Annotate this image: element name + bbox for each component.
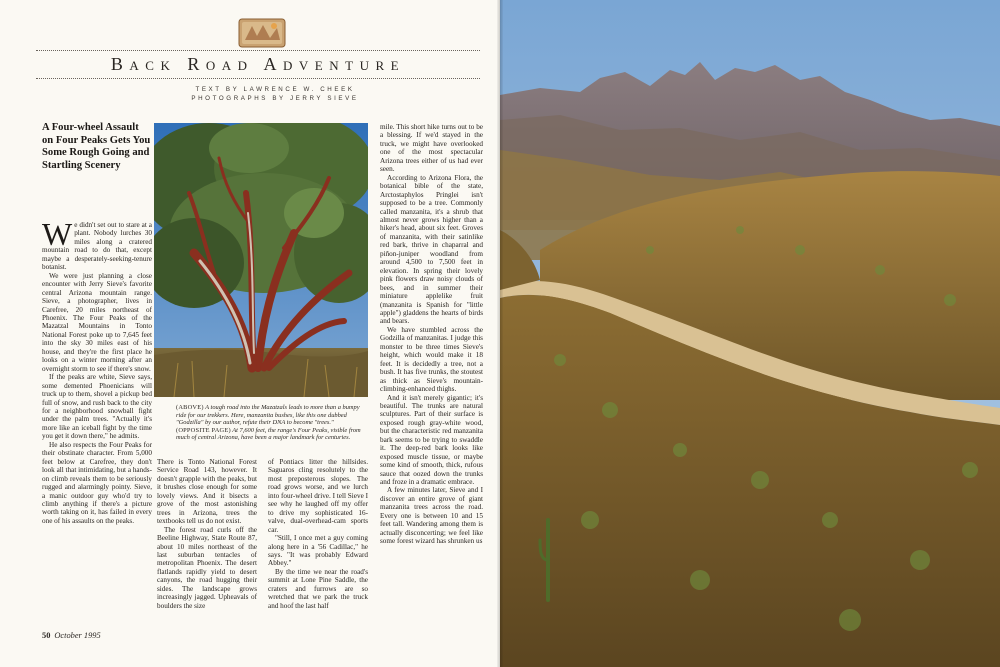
- article-column-1: [42, 216, 152, 525]
- paragraph: He also respects the Four Peaks for their obstinate character. From 5,000 feet below at Carefree, they don't look all that intimidating, but a hands-on climb reveals them to be seriously rugged and alarmingly pointy. Sieve, a manic outdoor guy who'd try to climb anything if there's a picture worth taking on it, has failed in every one of his assaults on the peaks.: [42, 440, 152, 525]
- drop-cap: W: [42, 216, 73, 252]
- paragraph: mile. This short hike turns out to be a blessing. If we'd stayed in the truck, we might have overlooked one of the most spectacular Arizona trees either of us had ever seen.: [380, 123, 483, 174]
- title-rule: [36, 78, 480, 79]
- paragraph: If the peaks are white, Sieve says, some demented Phoenicians will truck up to them, shovel a pickup bed full of snow, and rush back to the city for a neighborhood snowball fight under the palm trees. "Actually it's more like an iceball fight by the time you get it down there," he admits.: [42, 373, 152, 441]
- caption-above-text: A tough road into the Mazatzals leads to more than a bumpy ride for our trekkers. Here, manzanita bushes, like this one dubbed "Godzilla" by our author, refute their DNA to become "trees.": [176, 404, 360, 427]
- page-number: 50: [42, 631, 51, 640]
- page-gutter: [497, 0, 503, 667]
- paragraph: of Pontiacs litter the hillsides. Saguaros cling resolutely to the most preposterous slopes. The road grows worse, and we lurch into four-wheel drive. I tell Sieve I see why he laughed off my offer to drive my sophisticated 16-valve, dual-overhead-cam sports car.: [268, 458, 368, 534]
- paragraph: The forest road curls off the Beeline Highway, State Route 87, about 10 miles northeast of the last suburban tentacles of metropolitan Phoenix. The desert flatlands rapidly yield to desert canyons, the road hugging their sides. The landscape grows increasingly jagged. Upheavals of boulders the size: [157, 525, 257, 610]
- right-page: [500, 0, 1000, 667]
- caption-opposite-tag: (OPPOSITE PAGE): [176, 426, 231, 434]
- paragraph: By the time we near the road's summit at Lone Pine Saddle, the craters and furrows are so wretched that we park the truck and hoof the last half: [268, 567, 368, 610]
- article-column-4: [380, 123, 483, 546]
- caption-above-tag: (ABOVE): [176, 404, 204, 411]
- photo-caption: [176, 404, 366, 442]
- caption-opposite-text: At 7,600 feet, the range's Four Peaks, visible from much of central Arizona, have been a major landmark for centuries.: [176, 426, 361, 442]
- paragraph: We were just planning a close encounter with Jerry Sieve's favorite central Arizona mountain range. Sieve, a photographer, lives in Carefree, 20 miles northeast of Phoenix. The Four Peaks of the Mazatzal Mountains in Tonto National Forest poke up to 7,645 feet into the sky 30 miles east of his house, and they're the first place he looks on a winter morning after an overnight storm to see if there's snow.: [42, 271, 152, 373]
- paragraph: We have stumbled across the Godzilla of manzanitas. I judge this monster to be three times Sieve's height, which would make it 18 feet. It is decidedly a tree, not a bush. It has five trunks, the stoutest as thick as Sieve's mountain-climbing-enhanced thighs.: [380, 325, 483, 394]
- manzanita-tree-photo: [154, 123, 368, 397]
- paragraph: There is Tonto National Forest Service Road 143, however. It doesn't grapple with the peaks, but it brushes close enough for some lovely views. And it bisects a grove of the most astonishing trees in Arizona, trees the textbooks tell us do not exist.: [157, 458, 257, 526]
- paragraph: A few minutes later, Sieve and I discover an entire grove of giant manzanita trees across the road. Every one is between 10 and 15 feet tall. Wandering among them is actually disconcerting; we feel like some forest wizard has shrunken us: [380, 486, 483, 546]
- issue-date: October 1995: [54, 631, 101, 640]
- section-title: Back Road Adventure: [110, 54, 406, 74]
- paragraph: And it isn't merely gigantic; it's beautiful. The trunks are natural sculptures. Part of their surface is exposed rough gray-white wood, but the characteristic red manzanita bark seems to be trying to swaddle it. The deep-red bark looks like exposed muscle tissue, or maybe some kind of smooth, thick, rufous sauce that oozed down the trunks and froze in a dramatic embrace.: [380, 393, 483, 487]
- byline-photo: PHOTOGRAPHS BY JERRY SIEVE: [191, 95, 359, 102]
- article-column-2: [157, 458, 257, 610]
- page-folio: [42, 631, 101, 640]
- article-column-3: [268, 458, 368, 610]
- arizona-highways-logo-icon: [237, 16, 287, 50]
- top-rule: [36, 50, 480, 51]
- four-peaks-landscape-photo: [500, 0, 1000, 667]
- paragraph: According to Arizona Flora, the botanical bible of the state, Arctostaphylos Pringlei isn't supposed to be a tree. Commonly called manzanita, it's a shrub that almost never grows higher than a hiker's head, about six feet. Groves of manzanita, with their satinlike red bark, thrive in chaparral and piñon-juniper woodland from around 4,500 to 7,500 feet in elevation. In spring their lovely pink flowers draw noisy clouds of bees, and in summer their miniature applelike fruit (manzanita is Spanish for "little apple") gladdens the hearts of birds and bears.: [380, 173, 483, 326]
- paragraph: We didn't set out to stare at a plant. Nobody lurches 30 miles along a cratered mountain road to do that, except maybe a desperately-seeking-tenure botanist.: [42, 216, 152, 272]
- article-deck: A Four-wheel Assault on Four Peaks Gets You Some Rough Going and Startling Scenery: [42, 122, 151, 171]
- paragraph: "Still, I once met a guy coming along here in a '56 Cadillac," he says. "It was probably Edward Abbey.": [268, 534, 368, 568]
- byline-text: TEXT BY LAWRENCE W. CHEEK: [195, 86, 355, 93]
